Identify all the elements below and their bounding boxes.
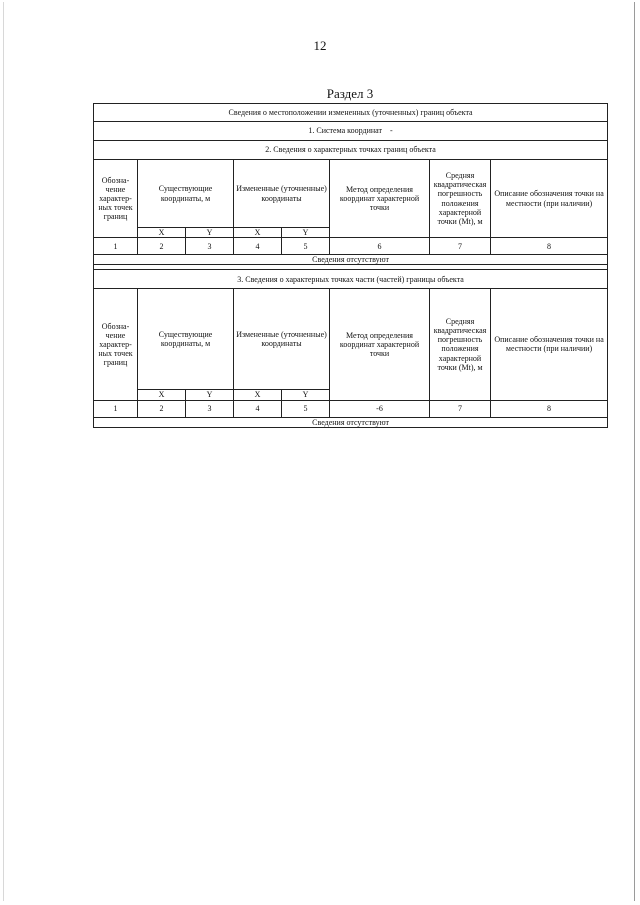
coord-system-value: - <box>390 126 393 136</box>
header-designation: Обозна-чение характер-ных точек границ <box>94 160 138 238</box>
column-number: 5 <box>282 400 330 417</box>
column-number: 7 <box>430 400 491 417</box>
header-x: X <box>138 390 186 400</box>
header-x: X <box>138 228 186 238</box>
column-number: 2 <box>138 400 186 417</box>
section-title: Раздел 3 <box>326 86 374 101</box>
header-y: Y <box>282 390 330 400</box>
header-description: Описание обозначения точки на местности (при наличии) <box>491 160 608 238</box>
column-number: 3 <box>186 400 234 417</box>
block2-title: 3. Сведения о характерных точках части (частей) границы объекта <box>94 270 608 289</box>
column-number: 1 <box>94 238 138 255</box>
header-y: Y <box>186 390 234 400</box>
column-number: 1 <box>94 400 138 417</box>
header-changed-coords: Измененные (уточненные) координаты <box>234 160 330 228</box>
header-method: Метод определения координат характерной точки <box>330 289 430 400</box>
header-description: Описание обозначения точки на местности (при наличии) <box>491 289 608 400</box>
header-existing-coords: Существующие координаты, м <box>138 289 234 390</box>
header-y: Y <box>186 228 234 238</box>
header-x: X <box>234 390 282 400</box>
header-changed-coords: Измененные (уточненные) координаты <box>234 289 330 390</box>
table-caption: Сведения о местоположении измененных (уточненных) границ объекта <box>94 104 608 122</box>
header-y: Y <box>282 228 330 238</box>
block1-title: 2. Сведения о характерных точках границ объекта <box>94 141 608 160</box>
header-error: Средняя квадратическая погрешность положения характерной точки (Mt), м <box>430 289 491 400</box>
column-number: 2 <box>138 238 186 255</box>
header-x: X <box>234 228 282 238</box>
no-data-note: Сведения отсутствуют <box>94 255 608 265</box>
column-number: -6 <box>330 400 430 417</box>
column-number: 4 <box>234 238 282 255</box>
header-error: Средняя квадратическая погрешность положения характерной точки (Mt), м <box>430 160 491 238</box>
column-number: 7 <box>430 238 491 255</box>
header-method: Метод определения координат характерной точки <box>330 160 430 238</box>
no-data-note: Сведения отсутствуют <box>94 417 608 427</box>
boundaries-table <box>93 103 608 428</box>
header-existing-coords: Существующие координаты, м <box>138 160 234 228</box>
column-number: 8 <box>491 400 608 417</box>
column-number: 6 <box>330 238 430 255</box>
column-number: 4 <box>234 400 282 417</box>
header-designation: Обозна-чение характер-ных точек границ <box>94 289 138 400</box>
coord-system-row <box>94 122 608 141</box>
page-number: 12 <box>313 38 327 53</box>
column-number: 3 <box>186 238 234 255</box>
column-number: 8 <box>491 238 608 255</box>
coord-system-label: 1. Система координат <box>308 126 383 136</box>
column-number: 5 <box>282 238 330 255</box>
